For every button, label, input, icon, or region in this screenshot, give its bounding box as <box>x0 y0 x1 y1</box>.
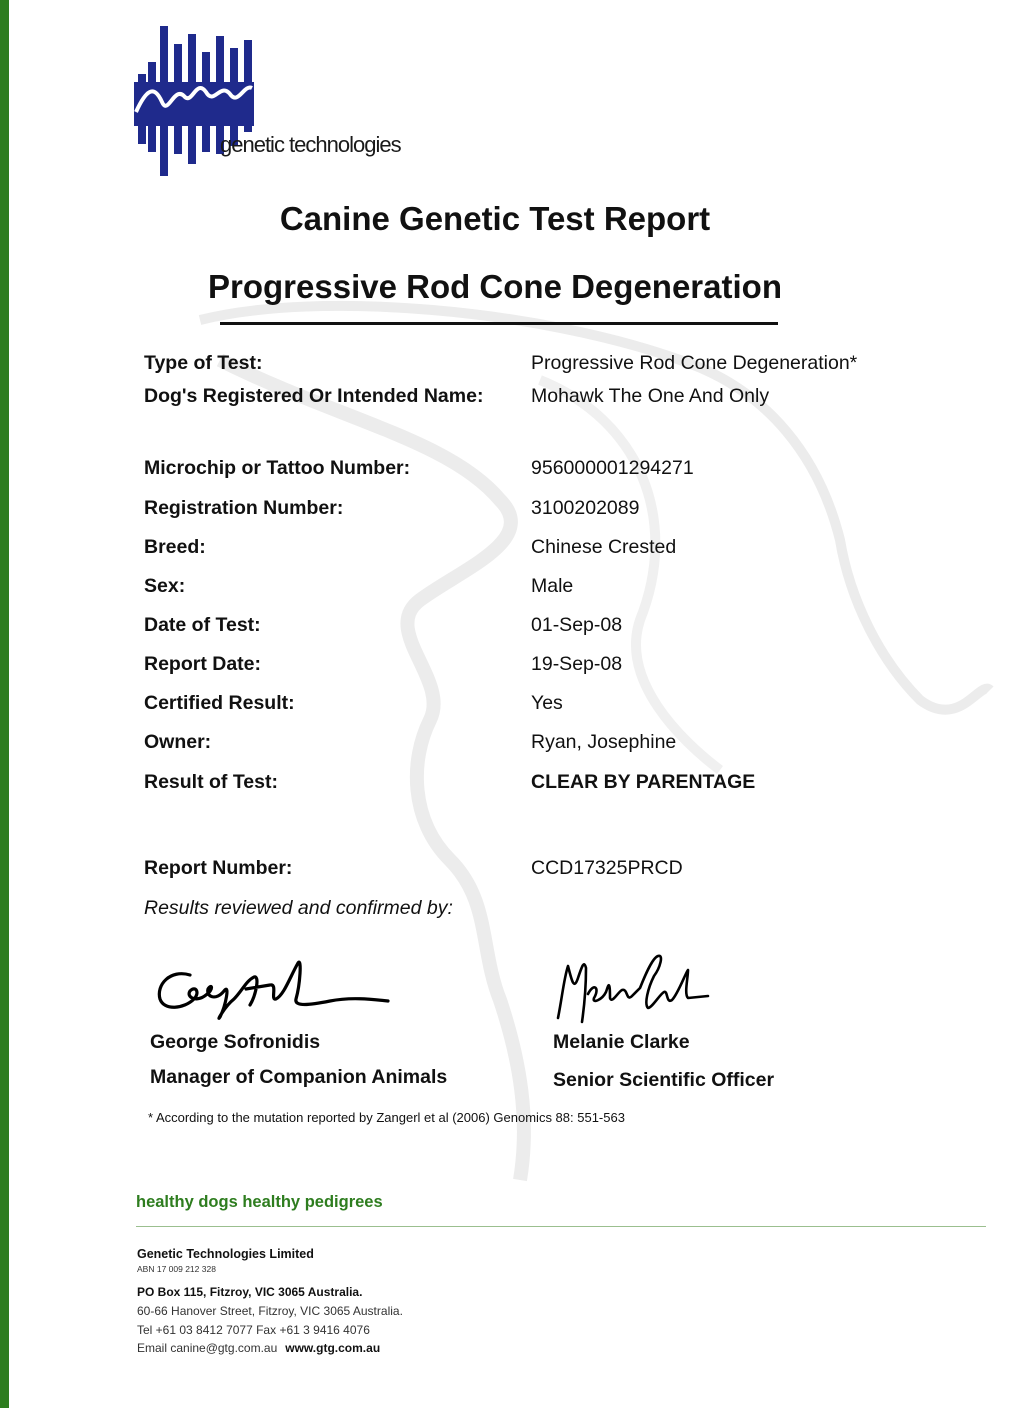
breed-label: Breed: <box>144 536 206 558</box>
microchip-value: 956000001294271 <box>531 457 694 479</box>
company-name: Genetic Technologies Limited <box>137 1247 314 1261</box>
certified-result-value: Yes <box>531 692 563 714</box>
report-number-label: Report Number: <box>144 857 293 879</box>
registration-number-label: Registration Number: <box>144 497 344 519</box>
dog-name-value: Mohawk The One And Only <box>531 385 770 407</box>
date-of-test-label: Date of Test: <box>144 614 261 636</box>
report-date-label: Report Date: <box>144 653 262 675</box>
result-of-test-label: Result of Test: <box>144 771 278 793</box>
footnote: * According to the mutation reported by Zangerl et al (2006) Genomics 88: 551-563 <box>148 1110 625 1125</box>
title-rule <box>220 322 778 325</box>
report-number-value: CCD17325PRCD <box>531 857 683 879</box>
phone-fax: Tel +61 03 8412 7077 Fax +61 3 9416 4076 <box>137 1323 370 1337</box>
sex-value: Male <box>531 575 574 597</box>
date-of-test-value: 01-Sep-08 <box>531 614 623 636</box>
company-abn: ABN 17 009 212 328 <box>137 1264 216 1274</box>
contact-row <box>137 1341 380 1355</box>
signatory-1-role: Manager of Companion Animals <box>150 1066 448 1088</box>
registration-number-value: 3100202089 <box>531 497 640 519</box>
certified-result-label: Certified Result: <box>144 692 295 714</box>
signatory-2-name: Melanie Clarke <box>553 1031 690 1053</box>
website-link[interactable]: www.gtg.com.au <box>285 1341 381 1355</box>
result-of-test-value: CLEAR BY PARENTAGE <box>531 771 756 793</box>
street-address: 60-66 Hanover Street, Fitzroy, VIC 3065 Australia. <box>137 1304 403 1318</box>
footer-divider <box>136 1226 986 1227</box>
dog-name-label: Dog's Registered Or Intended Name: <box>144 385 484 407</box>
owner-value: Ryan, Josephine <box>531 731 677 753</box>
breed-value: Chinese Crested <box>531 536 677 558</box>
sex-label: Sex: <box>144 575 186 597</box>
signatory-1-name: George Sofronidis <box>150 1031 321 1053</box>
signatory-2-role: Senior Scientific Officer <box>553 1069 775 1091</box>
report-title: Canine Genetic Test Report <box>279 200 711 237</box>
report-subtitle: Progressive Rod Cone Degeneration <box>208 268 782 305</box>
genetic-technologies-logo <box>134 26 414 184</box>
logo-wordmark: genetic technologies <box>220 132 401 157</box>
postal-address: PO Box 115, Fitzroy, VIC 3065 Australia. <box>137 1285 363 1299</box>
melanie-clarke-signature <box>548 948 713 1028</box>
owner-label: Owner: <box>144 731 212 753</box>
george-sofronidis-signature <box>150 955 395 1025</box>
microchip-label: Microchip or Tattoo Number: <box>144 457 411 479</box>
footer-tagline: healthy dogs healthy pedigrees <box>136 1193 383 1211</box>
report-date-value: 19-Sep-08 <box>531 653 623 675</box>
type-of-test-value: Progressive Rod Cone Degeneration* <box>531 352 858 374</box>
email-address: Email canine@gtg.com.au <box>137 1341 278 1355</box>
review-note: Results reviewed and confirmed by: <box>144 897 453 919</box>
type-of-test-label: Type of Test: <box>144 352 263 374</box>
